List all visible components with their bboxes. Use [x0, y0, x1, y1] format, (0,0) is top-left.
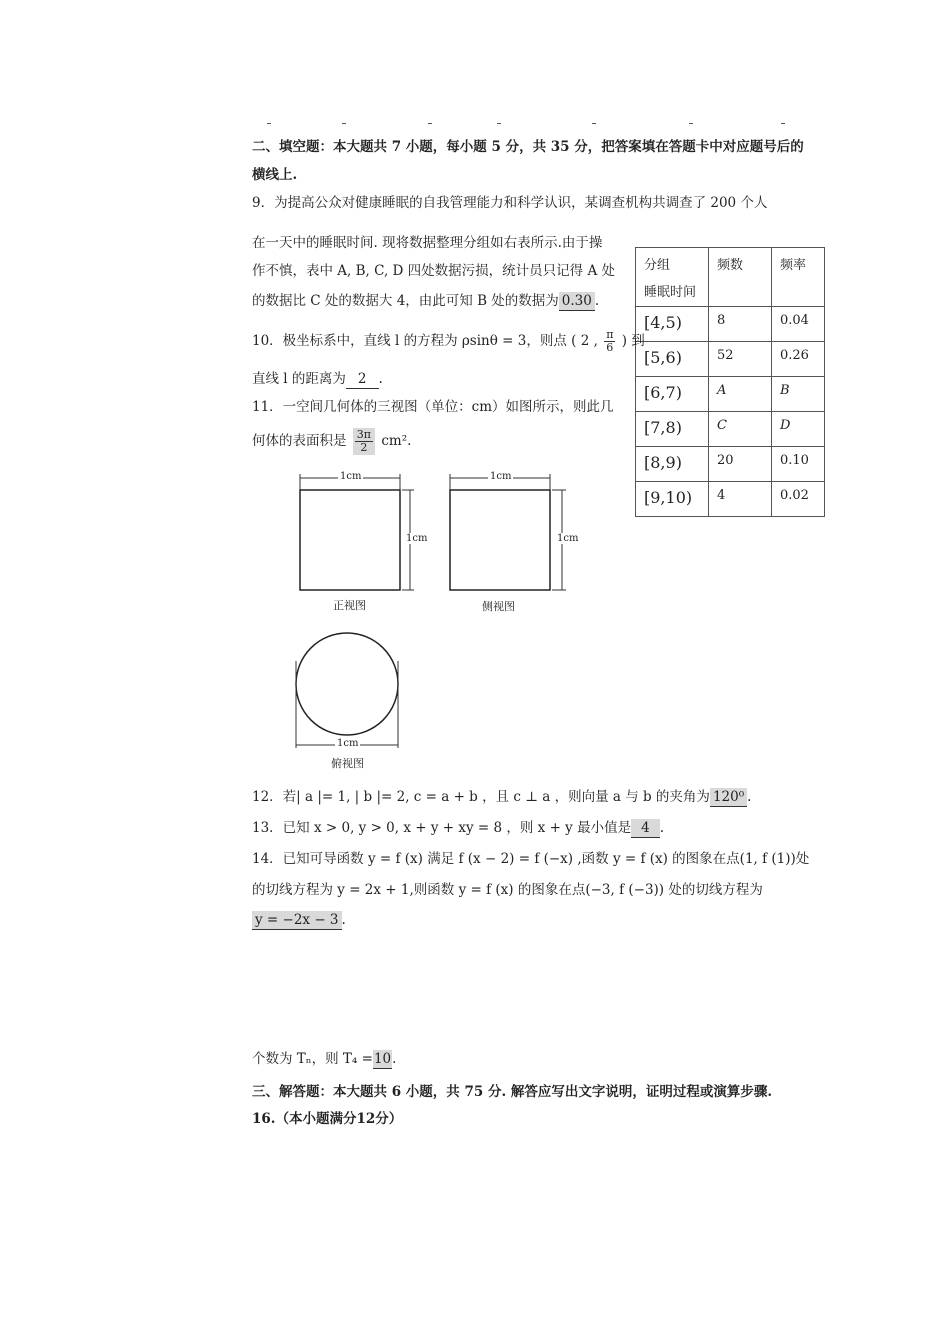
cell-count: C	[709, 412, 772, 447]
cell-interval: [5,6)	[636, 342, 709, 377]
q9-line2: 在一天中的睡眠时间. 现将数据整理分组如右表所示.由于操	[252, 235, 603, 251]
cell-rate: 0.04	[772, 307, 825, 342]
table-row	[636, 307, 825, 342]
q11-unit: cm².	[381, 433, 412, 449]
front-view	[300, 474, 414, 590]
q15-period: .	[392, 1051, 397, 1067]
side-square	[450, 490, 550, 590]
top-circle	[296, 633, 398, 735]
cell-rate: 0.02	[772, 482, 825, 517]
header-group-sub: 睡眠时间	[644, 285, 697, 300]
q10-line2-text: 直线 l 的距离为	[252, 371, 346, 387]
q11-line1: 11．一空间几何体的三视图（单位：cm）如图所示，则此几	[252, 399, 614, 415]
q11-frac-num: 3π	[356, 428, 372, 441]
q16-title: 16.（本小题满分12分）	[252, 1111, 403, 1127]
q15-tail-text: 个数为 Tₙ，则 T₄ =	[252, 1051, 373, 1067]
cell-interval: [9,10)	[636, 482, 709, 517]
cell-count: 8	[709, 307, 772, 342]
section2-title-cont: 横线上.	[252, 167, 298, 183]
q10-answer: 2	[346, 370, 379, 389]
q13-text: 13．已知 x > 0, y > 0, x + y + xy = 8 ，则 x + y 最小值是	[252, 820, 632, 836]
cell-rate: 0.26	[772, 342, 825, 377]
q10-fraction	[604, 329, 615, 354]
table-row	[636, 447, 825, 482]
q12-answer: 120⁰	[710, 788, 747, 807]
header-group	[636, 248, 709, 307]
header-rate: 频率	[772, 248, 825, 307]
cell-interval: [8,9)	[636, 447, 709, 482]
q9-period: .	[594, 293, 600, 309]
top-width-label: 1cm	[337, 738, 359, 749]
q12-line	[252, 788, 751, 807]
table-row	[636, 412, 825, 447]
cell-count: 52	[709, 342, 772, 377]
cell-rate: 0.10	[772, 447, 825, 482]
q13-line	[252, 819, 664, 838]
q9-line1: 9．为提高公众对健康睡眠的自我管理能力和科学认识，某调查机构共调查了 200 个人	[252, 195, 768, 211]
table-row	[636, 377, 825, 412]
header-group-label: 分组	[644, 258, 671, 273]
front-height-label: 1cm	[406, 533, 428, 544]
q10-frac-num: π	[606, 328, 614, 341]
top-view	[296, 633, 398, 748]
q14-period: .	[341, 912, 346, 928]
header-count: 频数	[709, 248, 772, 307]
cell-interval: [6,7)	[636, 377, 709, 412]
q9-line4	[252, 292, 599, 311]
front-width-label: 1cm	[340, 471, 362, 482]
table-row	[636, 482, 825, 517]
cell-count: A	[709, 377, 772, 412]
q11-frac-den: 2	[360, 441, 368, 454]
q10-line1	[252, 328, 645, 354]
q15-answer: 10	[373, 1051, 392, 1067]
side-view-caption: 侧视图	[482, 600, 515, 613]
cell-rate: D	[772, 412, 825, 447]
q9-line4-text: 的数据比 C 处的数据大 4，由此可知 B 处的数据为	[252, 293, 559, 309]
side-height-label: 1cm	[557, 533, 579, 544]
q10-line2	[252, 370, 383, 389]
q10-text-end: ) 到	[621, 333, 645, 349]
table-row	[636, 342, 825, 377]
q13-period: .	[659, 820, 664, 836]
cell-interval: [4,5)	[636, 307, 709, 342]
q12-text: 12．若| a |= 1, | b |= 2, c = a + b ，且 c ⊥ a ，则向量 a 与 b 的夹角为	[252, 789, 710, 805]
q14-line1: 14．已知可导函数 y = f (x) 满足 f (x − 2) = f (−x) ,函数 y = f (x) 的图象在点(1, f (1))处	[252, 851, 810, 867]
front-view-caption: 正视图	[333, 599, 366, 612]
cell-interval: [7,8)	[636, 412, 709, 447]
cell-count: 4	[709, 482, 772, 517]
q15-tail-line	[252, 1050, 396, 1069]
q13-answer: 4	[631, 819, 660, 838]
side-view	[450, 474, 566, 590]
q12-period: .	[747, 789, 752, 805]
q14-line3	[252, 911, 346, 930]
q9-line3: 作不慎，表中 A, B, C, D 四处数据污损，统计员只记得 A 处	[252, 263, 616, 279]
three-views-diagram	[290, 466, 590, 776]
cell-count: 20	[709, 447, 772, 482]
q11-line2	[252, 426, 411, 456]
section2-title: 二、填空题：本大题共 7 小题，每小题 5 分，共 35 分，把答案填在答题卡中对应题号后的	[252, 139, 804, 155]
side-width-label: 1cm	[490, 471, 512, 482]
q10-text: 10．极坐标系中，直线 l 的方程为 ρsinθ = 3，则点 ( 2 ,	[252, 333, 598, 349]
q11-answer-fraction	[353, 428, 375, 455]
front-square	[300, 490, 400, 590]
frequency-table	[635, 247, 825, 517]
table-header-row	[636, 248, 825, 307]
q11-text: 何体的表面积是	[252, 433, 347, 449]
q10-period: .	[378, 371, 383, 387]
cell-rate: B	[772, 377, 825, 412]
section3-title: 三、解答题：本大题共 6 小题，共 75 分. 解答应写出文字说明，证明过程或演算步骤.	[252, 1084, 773, 1100]
top-view-caption: 俯视图	[331, 757, 364, 770]
q14-answer: y = −2x − 3	[252, 911, 342, 930]
q14-line2: 的切线方程为 y = 2x + 1,则函数 y = f (x) 的图象在点(−3, f (−3)) 处的切线方程为	[252, 882, 763, 898]
q10-frac-den: 6	[606, 341, 614, 354]
q9-answer: 0.30	[559, 292, 595, 311]
